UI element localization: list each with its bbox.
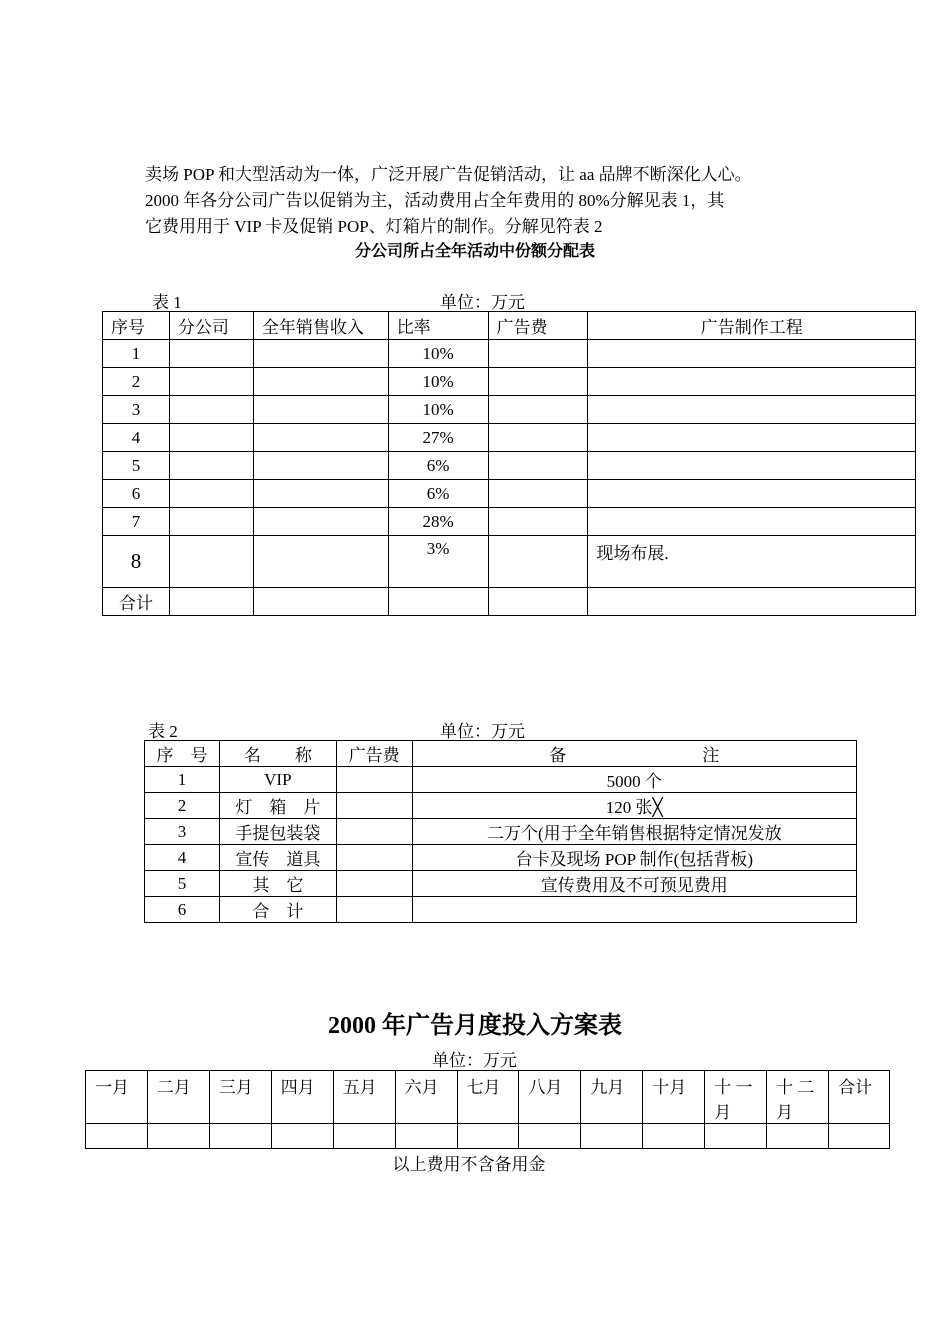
row-number: 6: [103, 480, 170, 508]
fee-cell: [488, 536, 588, 588]
item-name: VIP: [219, 767, 336, 793]
fee-cell: [488, 368, 588, 396]
item-name: 宣传 道具: [219, 845, 336, 871]
fee-cell: [336, 897, 412, 923]
month-header: 合计: [829, 1071, 890, 1124]
sales-cell: [253, 452, 388, 480]
month-value-row: [86, 1124, 890, 1149]
table1-label: 表 1: [152, 293, 182, 312]
month-value: [271, 1124, 333, 1149]
fee-cell: [488, 508, 588, 536]
note-cell: 120 张╳: [412, 793, 856, 819]
project-cell: [588, 396, 916, 424]
header-cell: 序 号: [145, 741, 220, 767]
total-label: 合计: [103, 588, 170, 616]
fee-cell: [488, 424, 588, 452]
row-number: 8: [103, 536, 170, 588]
project-cell: 现场布展.: [588, 536, 916, 588]
table1-unit: 单位：万元: [440, 293, 525, 312]
month-header-row: [86, 1071, 890, 1124]
sales-cell: [253, 508, 388, 536]
month-value: [457, 1124, 519, 1149]
row-number: 2: [145, 793, 220, 819]
month-header: 九月: [581, 1071, 643, 1124]
intro-line: 2000 年各分公司广告以促销为主，活动费用占全年费用的 80%分解见表 1，其: [145, 191, 725, 210]
table-header-row: [103, 312, 916, 340]
ratio-cell: 6%: [388, 480, 488, 508]
branch-cell: [169, 536, 253, 588]
month-value: [147, 1124, 209, 1149]
ratio-cell: 27%: [388, 424, 488, 452]
empty-cell: [253, 588, 388, 616]
sales-cell: [253, 368, 388, 396]
header-cell: 全年销售收入: [253, 312, 388, 340]
empty-cell: [169, 588, 253, 616]
month-header: 八月: [519, 1071, 581, 1124]
sales-cell: [253, 536, 388, 588]
fee-cell: [488, 480, 588, 508]
table-row: [103, 480, 916, 508]
table-row: [145, 897, 857, 923]
table-row: [103, 508, 916, 536]
fee-cell: [336, 793, 412, 819]
intro-line: 它费用用于 VIP 卡及促销 POP、灯箱片的制作。分解见符表 2: [145, 217, 603, 236]
month-header: 六月: [395, 1071, 457, 1124]
fee-cell: [488, 340, 588, 368]
allocation-table: [102, 311, 916, 616]
branch-cell: [169, 396, 253, 424]
monthly-plan-title: 2000 年广告月度投入方案表: [328, 1013, 622, 1039]
item-name: 其 它: [219, 871, 336, 897]
table3-unit: 单位：万元: [432, 1051, 517, 1070]
header-cell: 序号: [103, 312, 170, 340]
month-header: 一月: [86, 1071, 148, 1124]
month-header: 十 一 月: [705, 1071, 767, 1124]
sales-cell: [253, 480, 388, 508]
row-number: 4: [103, 424, 170, 452]
project-cell: [588, 452, 916, 480]
project-cell: [588, 424, 916, 452]
item-name: 灯 箱 片: [219, 793, 336, 819]
table-row: [103, 340, 916, 368]
ratio-cell: 28%: [388, 508, 488, 536]
header-cell: 备 注: [412, 741, 856, 767]
row-number: 5: [103, 452, 170, 480]
note-cell: 5000 个: [412, 767, 856, 793]
table-header-row: [145, 741, 857, 767]
row-number: 1: [145, 767, 220, 793]
empty-cell: [488, 588, 588, 616]
table1-title: 分公司所占全年活动中份额分配表: [354, 241, 595, 260]
table-row: [103, 452, 916, 480]
row-number: 7: [103, 508, 170, 536]
month-value: [86, 1124, 148, 1149]
branch-cell: [169, 508, 253, 536]
empty-cell: [588, 588, 916, 616]
fee-cell: [336, 871, 412, 897]
fee-cell: [488, 396, 588, 424]
table-row: [145, 845, 857, 871]
month-header: 十 二 月: [767, 1071, 829, 1124]
monthly-plan-table: [85, 1070, 890, 1149]
fee-cell: [488, 452, 588, 480]
month-header: 五月: [333, 1071, 395, 1124]
header-cell: 名 称: [219, 741, 336, 767]
header-cell: 广告费: [488, 312, 588, 340]
sales-cell: [253, 424, 388, 452]
month-value: [643, 1124, 705, 1149]
note-cell: 台卡及现场 POP 制作(包括背板): [412, 845, 856, 871]
month-header: 十月: [643, 1071, 705, 1124]
table-row: [103, 536, 916, 588]
branch-cell: [169, 452, 253, 480]
row-number: 3: [145, 819, 220, 845]
branch-cell: [169, 368, 253, 396]
note-cell: 宣传费用及不可预见费用: [412, 871, 856, 897]
month-value: [581, 1124, 643, 1149]
note-cell: [412, 897, 856, 923]
note-cell: 二万个(用于全年销售根据特定情况发放: [412, 819, 856, 845]
item-name: 手提包装袋: [219, 819, 336, 845]
project-cell: [588, 340, 916, 368]
month-header: 四月: [271, 1071, 333, 1124]
header-cell: 广告费: [336, 741, 412, 767]
sales-cell: [253, 396, 388, 424]
row-number: 6: [145, 897, 220, 923]
month-value: [209, 1124, 271, 1149]
month-value: [333, 1124, 395, 1149]
project-cell: [588, 480, 916, 508]
fee-cell: [336, 767, 412, 793]
month-value: [395, 1124, 457, 1149]
empty-cell: [388, 588, 488, 616]
row-number: 1: [103, 340, 170, 368]
sales-cell: [253, 340, 388, 368]
branch-cell: [169, 480, 253, 508]
month-header: 二月: [147, 1071, 209, 1124]
row-number: 5: [145, 871, 220, 897]
ratio-cell: 10%: [388, 396, 488, 424]
table2-label: 表 2: [148, 722, 178, 741]
footnote: 以上费用不含备用金: [392, 1155, 546, 1174]
table-row: [103, 424, 916, 452]
ratio-cell: 6%: [388, 452, 488, 480]
table2-unit: 单位：万元: [440, 722, 525, 741]
fee-cell: [336, 819, 412, 845]
intro-line: 卖场 POP 和大型活动为一体，广泛开展广告促销活动，让 aa 品牌不断深化人心。: [145, 165, 752, 184]
header-cell: 广告制作工程: [588, 312, 916, 340]
row-number: 3: [103, 396, 170, 424]
month-value: [705, 1124, 767, 1149]
other-expenses-table: [144, 740, 857, 923]
header-cell: 分公司: [169, 312, 253, 340]
table-row: [103, 368, 916, 396]
month-value: [829, 1124, 890, 1149]
branch-cell: [169, 340, 253, 368]
row-number: 4: [145, 845, 220, 871]
ratio-cell: 10%: [388, 340, 488, 368]
ratio-cell: 3%: [388, 536, 488, 588]
intro-paragraph: [145, 162, 825, 240]
month-value: [519, 1124, 581, 1149]
month-header: 三月: [209, 1071, 271, 1124]
total-row: [103, 588, 916, 616]
item-name: 合 计: [219, 897, 336, 923]
project-cell: [588, 368, 916, 396]
header-cell: 比率: [388, 312, 488, 340]
ratio-cell: 10%: [388, 368, 488, 396]
project-cell: [588, 508, 916, 536]
branch-cell: [169, 424, 253, 452]
table-row: [145, 819, 857, 845]
table-row: [145, 767, 857, 793]
table-row: [145, 871, 857, 897]
table-row: [103, 396, 916, 424]
row-number: 2: [103, 368, 170, 396]
table-row: [145, 793, 857, 819]
fee-cell: [336, 845, 412, 871]
month-header: 七月: [457, 1071, 519, 1124]
month-value: [767, 1124, 829, 1149]
